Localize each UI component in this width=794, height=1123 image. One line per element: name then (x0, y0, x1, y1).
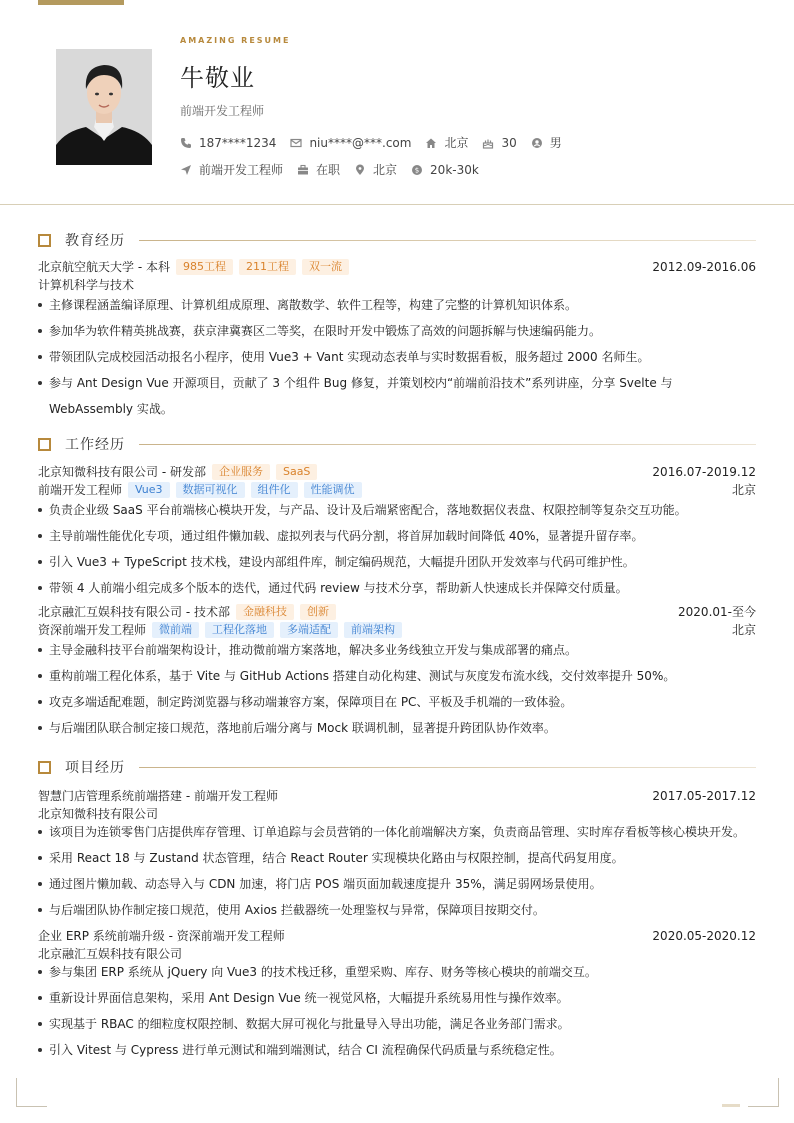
contact-info-row (180, 134, 576, 151)
list-item: 主导前端性能优化专项，通过组件懒加载、虚拟列表与代码分割，将首屏加载时间降低 40%，显著提升留存率。 (38, 523, 756, 549)
job-position-row (38, 621, 756, 638)
project-name-row (38, 787, 756, 804)
intent-position-text: 前端开发工程师 (199, 163, 284, 177)
project-bullets (38, 819, 756, 923)
page-dash (722, 1104, 740, 1107)
section-work-header (38, 434, 756, 454)
resume-tagline: AMAZING RESUME (180, 36, 291, 45)
list-item: 与后端团队协作制定接口规范，使用 Axios 拦截器统一处理鉴权与异常，保障项目按期交付。 (38, 897, 756, 923)
job-date: 2020.01-至今 (678, 605, 756, 619)
section-line (139, 444, 756, 445)
skill-badge: 组件化 (251, 482, 298, 498)
intent-position-item (180, 161, 283, 178)
skill-badge: Vue3 (128, 482, 170, 498)
profile-photo (56, 49, 152, 165)
job-bullets (38, 637, 756, 741)
project-name-row (38, 927, 756, 944)
hometown-text: 北京 (444, 136, 469, 150)
list-item: 重新设计界面信息架构，采用 Ant Design Vue 统一视觉风格，大幅提升系统易用性与操作效率。 (38, 985, 756, 1011)
project-name: 企业 ERP 系统前端升级 - 资深前端开发工程师 (38, 929, 285, 943)
gender-text: 男 (549, 136, 562, 150)
section-title: 工作经历 (65, 437, 125, 453)
school-badge: 双一流 (302, 259, 349, 275)
intent-city-item (354, 161, 397, 178)
age-text: 30 (501, 135, 517, 150)
list-item: 参加华为软件精英挑战赛，获京津冀赛区二等奖，在限时开发中锻炼了高效的问题拆解与快速编码能力。 (38, 318, 756, 344)
project-name: 智慧门店管理系统前端搭建 - 前端开发工程师 (38, 789, 278, 803)
email-text: niu****@***.com (309, 135, 412, 150)
job-bullets (38, 497, 756, 601)
salary-text: 20k-30k (430, 162, 479, 177)
skill-badge: 多端适配 (280, 622, 338, 638)
list-item: 引入 Vitest 与 Cypress 进行单元测试和端到端测试，结合 CI 流程确保代码质量与系统稳定性。 (38, 1037, 756, 1063)
job-intent-row (180, 161, 493, 178)
list-item: 带领团队完成校园活动报名小程序，使用 Vue3 + Vant 实现动态表单与实时数据看板，服务超过 2000 名师生。 (38, 344, 756, 370)
company-name: 北京知微科技有限公司 - 研发部 (38, 465, 206, 479)
svg-text:$: $ (414, 166, 420, 175)
education-major-row (38, 276, 756, 293)
company-badge: 创新 (300, 604, 336, 620)
job-location: 北京 (731, 623, 756, 637)
location-icon (354, 164, 366, 176)
list-item: 带领 4 人前端小组完成多个版本的迭代，通过代码 review 与技术分享，帮助新人快速成长并保障交付质量。 (38, 575, 756, 601)
section-line (139, 240, 756, 241)
phone-icon (180, 137, 192, 149)
candidate-name: 牛敬业 (180, 64, 255, 92)
send-icon (180, 164, 192, 176)
age-item (482, 136, 516, 150)
briefcase-icon (297, 164, 309, 176)
list-item: 攻克多端适配难题，制定跨浏览器与移动端兼容方案，保障项目在 PC、平板及手机端的一致体验。 (38, 689, 756, 715)
project-date: 2017.05-2017.12 (652, 788, 756, 803)
company-name: 北京融汇互娱科技有限公司 - 技术部 (38, 605, 230, 619)
list-item: 引入 Vue3 + TypeScript 技术栈，建设内部组件库，制定编码规范，大幅提升团队开发效率与代码可维护性。 (38, 549, 756, 575)
skill-badge: 微前端 (152, 622, 199, 638)
money-icon (411, 164, 423, 176)
education-date: 2012.09-2016.06 (652, 259, 756, 274)
company-badge: SaaS (276, 464, 317, 480)
job-company-row (38, 463, 756, 480)
intent-city-text: 北京 (373, 163, 398, 177)
list-item: 实现基于 RBAC 的细粒度权限控制、数据大屏可视化与批量导入导出功能，满足各业务部门需求。 (38, 1011, 756, 1037)
phone-text: 187****1234 (199, 135, 277, 150)
list-item: 重构前端工程化体系，基于 Vite 与 GitHub Actions 搭建自动化构建、测试与灰度发布流水线，交付效率提升 50%。 (38, 663, 756, 689)
section-education-header (38, 230, 756, 250)
home-icon (425, 137, 437, 149)
email-item (290, 136, 411, 150)
skill-badge: 性能调优 (304, 482, 362, 498)
list-item: 参与 Ant Design Vue 开源项目，贡献了 3 个组件 Bug 修复，并策划校内“前端前沿技术”系列讲座，分享 Svelte 与 WebAssembly 实战。 (38, 370, 756, 422)
job-date: 2016.07-2019.12 (652, 464, 756, 479)
job-location: 北京 (731, 483, 756, 497)
school-name: 北京航空航天大学 - 本科 (38, 260, 170, 274)
list-item: 参与集团 ERP 系统从 jQuery 向 Vue3 的技术栈迁移，重塑采购、库存、财务等核心模块的前端交互。 (38, 959, 756, 985)
section-title: 项目经历 (65, 760, 125, 776)
person-icon (531, 137, 543, 149)
position-name: 前端开发工程师 (38, 483, 123, 497)
list-item: 该项目为连锁零售门店提供库存管理、订单追踪与会员营销的一体化前端解决方案，负责商品管理、实时库存看板等核心模块开发。 (38, 819, 756, 845)
list-item: 负责企业级 SaaS 平台前端核心模块开发，与产品、设计及后端紧密配合，落地数据仪表盘、权限控制等复杂交互功能。 (38, 497, 756, 523)
section-square-icon (38, 438, 51, 451)
position-name: 资深前端开发工程师 (38, 623, 147, 637)
phone-item (180, 136, 276, 150)
corner-mark-right (748, 1078, 779, 1107)
employment-status-item (297, 161, 340, 178)
section-square-icon (38, 234, 51, 247)
school-badge: 985工程 (176, 259, 233, 275)
corner-mark-left (16, 1078, 47, 1107)
gender-item (531, 134, 562, 151)
list-item: 采用 React 18 与 Zustand 状态管理，结合 React Router 实现模块化路由与权限控制，提高代码复用度。 (38, 845, 756, 871)
job-position-row (38, 481, 756, 498)
hometown-item (425, 134, 468, 151)
list-item: 通过图片懒加载、动态导入与 CDN 加速，将门店 POS 端页面加载速度提升 35%，满足弱网场景使用。 (38, 871, 756, 897)
skill-badge: 数据可视化 (176, 482, 245, 498)
list-item: 与后端团队联合制定接口规范，落地前后端分离与 Mock 联调机制，显著提升跨团队协作效率。 (38, 715, 756, 741)
project-date: 2020.05-2020.12 (652, 928, 756, 943)
section-title: 教育经历 (65, 233, 125, 249)
company-badge: 企业服务 (212, 464, 270, 480)
candidate-title: 前端开发工程师 (180, 104, 265, 118)
project-bullets (38, 959, 756, 1063)
school-badge: 211工程 (239, 259, 296, 275)
mail-icon (290, 137, 302, 149)
employment-status-text: 在职 (316, 163, 341, 177)
education-school-row (38, 258, 756, 275)
list-item: 主导金融科技平台前端架构设计，推动微前端方案落地，解决多业务线独立开发与集成部署的痛点。 (38, 637, 756, 663)
skill-badge: 工程化落地 (205, 622, 274, 638)
header-divider (0, 204, 794, 205)
section-line (139, 767, 756, 768)
salary-item (411, 163, 479, 177)
skill-badge: 前端架构 (344, 622, 402, 638)
project-company: 北京知微科技有限公司 (38, 807, 159, 821)
project-company: 北京融汇互娱科技有限公司 (38, 947, 183, 961)
top-accent-bar (38, 0, 124, 5)
education-bullets (38, 292, 756, 422)
list-item: 主修课程涵盖编译原理、计算机组成原理、离散数学、软件工程等，构建了完整的计算机知识体系。 (38, 292, 756, 318)
section-square-icon (38, 761, 51, 774)
cake-icon (482, 137, 494, 149)
major-name: 计算机科学与技术 (38, 278, 135, 292)
company-badge: 金融科技 (236, 604, 294, 620)
section-projects-header (38, 757, 756, 777)
job-company-row (38, 603, 756, 620)
